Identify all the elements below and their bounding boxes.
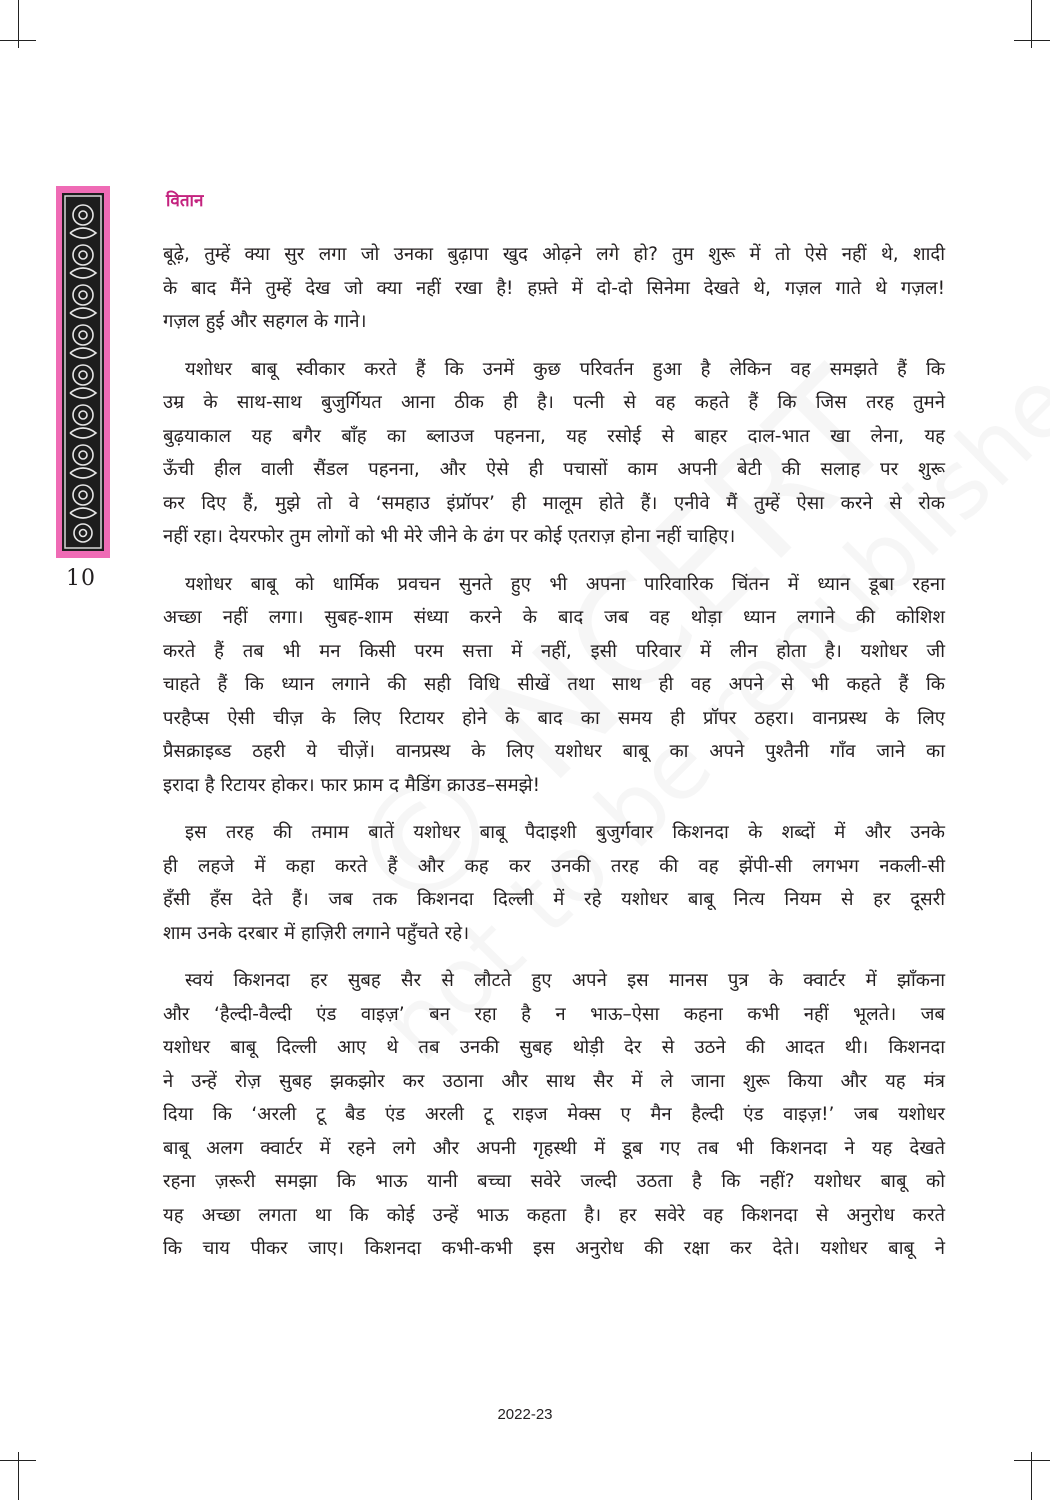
text-line: अच्छा नहीं लगा। सुबह-शाम संध्या करने के बाद जब वह थोड़ा ध्यान लगाने की कोशिश — [163, 607, 945, 628]
paragraph — [163, 238, 945, 339]
crop-mark-tr-v — [1031, 0, 1032, 48]
text-line: कर दिए हैं, मुझे तो वे ‘समहाउ इंप्रॉपर’ ही मालूम होते हैं। एनीवे मैं तुम्हें ऐसा करने से रोक — [163, 492, 945, 514]
text-line: उम्र के साथ-साथ बुजुर्गियत आना ठीक ही है। पत्नी से वह कहते हैं कि जिस तरह तुमने — [163, 392, 945, 413]
text-line: करते हैं तब भी मन किसी परम सत्ता में नहीं, इसी परिवार में लीन होता है। यशोधर जी — [163, 640, 945, 662]
paragraph — [163, 816, 945, 950]
paragraph — [163, 964, 945, 1266]
text-line: स्वयं किशनदा हर सुबह सैर से लौटते हुए अपने इस मानस पुत्र के क्वार्टर में झाँकना — [185, 970, 945, 991]
book-title: वितान — [166, 191, 204, 211]
crop-mark-br-h — [1014, 1460, 1050, 1461]
text-line: दिया कि ‘अरली टू बैड एंड अरली टू राइज मेक्स ए मैन हैल्दी एंड वाइज़!’ जब यशोधर — [163, 1104, 945, 1125]
ornament-pattern — [62, 193, 104, 551]
text-line: कि चाय पीकर जाए। किशनदा कभी-कभी इस अनुरोध की रक्षा कर देते। यशोधर बाबू ने — [163, 1238, 945, 1259]
page-number: 10 — [66, 566, 96, 591]
crop-mark-br-v — [1031, 1452, 1032, 1500]
text-line: ने उन्हें रोज़ सुबह झकझोर कर उठाना और साथ सैर में ले जाना शुरू किया और यह मंत्र — [163, 1070, 945, 1092]
text-line: के बाद मैंने तुम्हें देख जो क्या नहीं रखा है! हफ़्ते में दो-दो सिनेमा देखते थे, गज़ल गाते थे गज़ल! — [163, 277, 945, 299]
decorative-sidebar — [56, 186, 110, 558]
text-line: बूढ़े, तुम्हें क्या सुर लगा जो उनका बुढ़ापा खुद ओढ़ने लगे हो? तुम शुरू में तो ऐसे नहीं थे, शादी — [163, 244, 945, 265]
body-text — [163, 238, 945, 1280]
text-line: रहना ज़रूरी समझा कि भाऊ यानी बच्चा सवेरे जल्दी उठता है कि नहीं? यशोधर बाबू को — [163, 1171, 945, 1192]
text-line: प्रैसक्राइब्ड ठहरी ये चीज़ें। वानप्रस्थ के लिए यशोधर बाबू का अपने पुश्तैनी गाँव जाने का — [163, 741, 945, 762]
text-line: चाहते हैं कि ध्यान लगाने की सही विधि सीखें तथा साथ ही वह अपने से भी कहते हैं कि — [163, 674, 945, 695]
text-line: शाम उनके दरबार में हाज़िरी लगाने पहुँचते रहे। — [163, 922, 470, 944]
text-line: बुढ़याकाल यह बगैर बाँह का ब्लाउज पहनना, यह रसोई से बाहर दाल-भात खा लेना, यह — [163, 425, 945, 447]
text-line: ही लहजे में कहा करते हैं और कह कर उनकी तरह की वह झेंपी-सी लगभग नकली-सी — [163, 855, 945, 877]
footer-year: 2022-23 — [497, 1406, 553, 1423]
text-line: यशोधर बाबू को धार्मिक प्रवचन सुनते हुए भी अपना पारिवारिक चिंतन में ध्यान डूबा रहना — [185, 573, 945, 595]
paragraph — [163, 568, 945, 803]
text-line: नहीं रहा। देयरफोर तुम लोगों को भी मेरे जीने के ढंग पर कोई एतराज़ होना नहीं चाहिए। — [163, 526, 736, 547]
text-line: यशोधर बाबू दिल्ली आए थे तब उनकी सुबह थोड़ी देर से उठने की आदत थी। किशनदा — [163, 1037, 945, 1058]
text-line: ऊँची हील वाली सैंडल पहनना, और ऐसे ही पचासों काम अपनी बेटी की सलाह पर शुरू — [163, 459, 945, 480]
text-line: हँसी हँस देते हैं। जब तक किशनदा दिल्ली में रहे यशोधर बाबू नित्य नियम से हर दूसरी — [163, 889, 945, 910]
text-line: और ‘हैल्दी-वैल्दी एंड वाइज़’ बन रहा है न भाऊ–ऐसा कहना कभी नहीं भूलते। जब — [163, 1003, 945, 1025]
paragraph — [163, 353, 945, 554]
text-line: इरादा है रिटायर होकर। फार फ्राम द मैडिंग क्राउड–समझे! — [163, 774, 541, 796]
text-line: इस तरह की तमाम बातें यशोधर बाबू पैदाइशी बुजुर्गवार किशनदा के शब्दों में और उनके — [185, 822, 945, 843]
text-line: गज़ल हुई और सहगल के गाने। — [163, 311, 367, 332]
ornament-icon — [62, 193, 104, 551]
text-line: यशोधर बाबू स्वीकार करते हैं कि उनमें कुछ परिवर्तन हुआ है लेकिन वह समझते हैं कि — [185, 358, 945, 380]
crop-mark-tl-v — [18, 0, 19, 48]
text-line: यह अच्छा लगता था कि कोई उन्हें भाऊ कहता है। हर सवेरे वह किशनदा से अनुरोध करते — [163, 1204, 945, 1226]
text-line: बाबू अलग क्वार्टर में रहने लगे और अपनी गृहस्थी में डूब गए तब भी किशनदा ने यह देखते — [163, 1137, 945, 1159]
crop-mark-bl-v — [18, 1452, 19, 1500]
text-line: परहैप्स ऐसी चीज़ के लिए रिटायर होने के बाद का समय ही प्रॉपर ठहरा। वानप्रस्थ के लिए — [163, 707, 945, 729]
crop-mark-tr-h — [1014, 40, 1050, 41]
